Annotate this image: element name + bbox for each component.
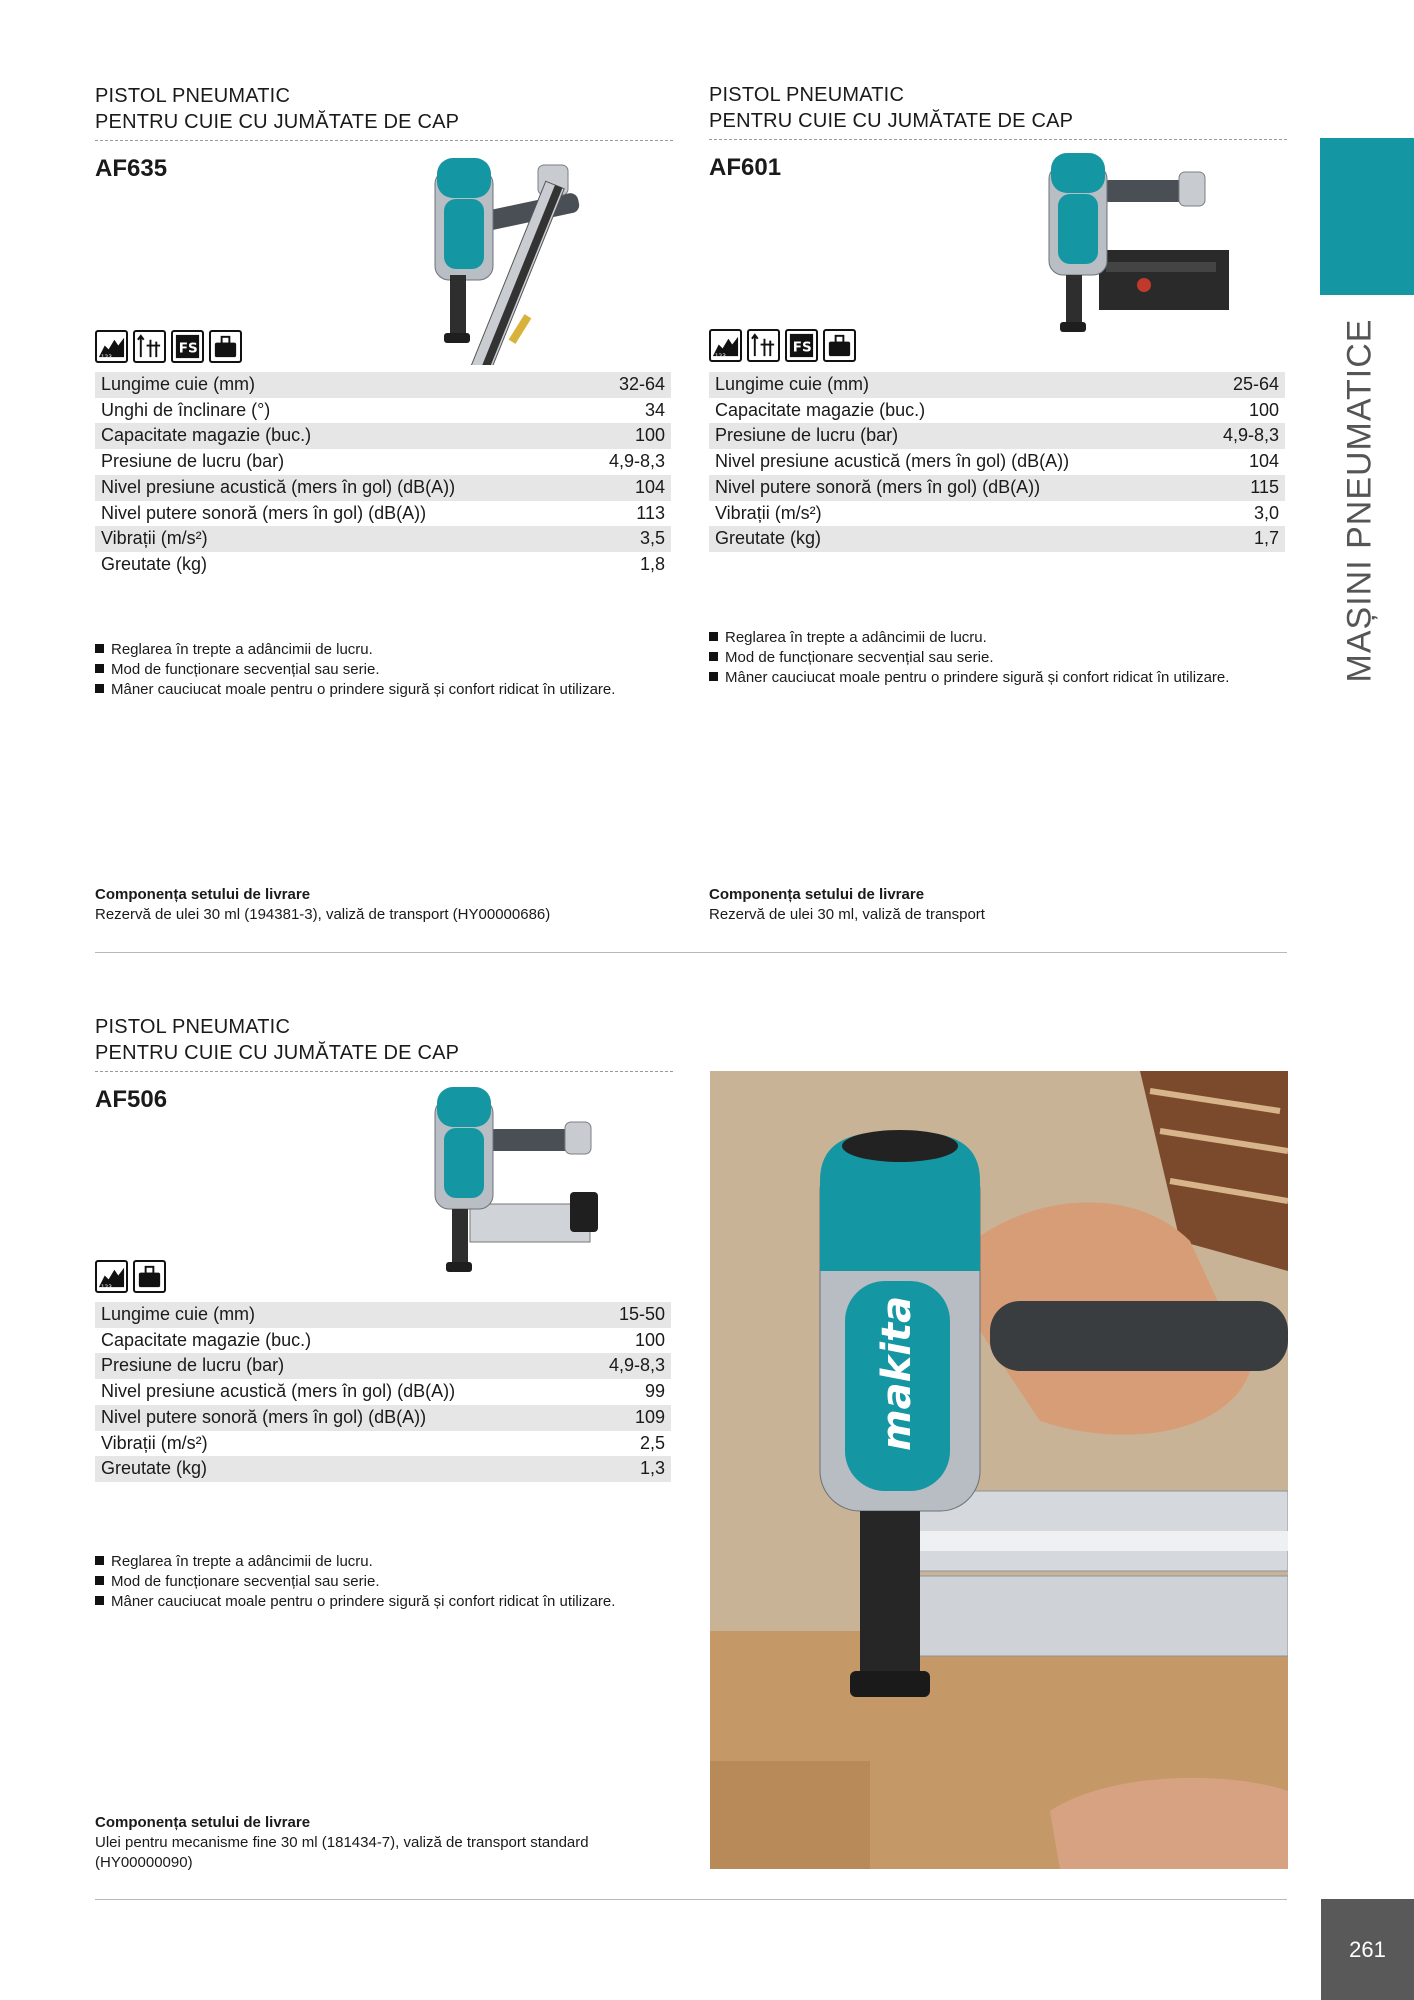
feature-item: Reglarea în trepte a adâncimii de lucru. (709, 628, 1309, 648)
spec-value: 115 (1195, 475, 1285, 501)
category-line-2: PENTRU CUIE CU JUMĂTATE DE CAP (95, 111, 460, 133)
category-line-1: PISTOL PNEUMATIC (95, 85, 291, 107)
square-bullet-icon (95, 1556, 104, 1565)
spec-row (709, 475, 1285, 501)
spec-row (95, 1431, 671, 1457)
depth-adjust-icon (95, 330, 128, 363)
spec-label: Greutate (kg) (101, 553, 208, 574)
spec-row (95, 423, 671, 449)
square-bullet-icon (709, 652, 718, 661)
kit-title: Componența setului de livrare (95, 1814, 311, 1831)
category-line-2: PENTRU CUIE CU JUMĂTATE DE CAP (95, 1042, 460, 1064)
spec-label: Vibrații (m/s²) (95, 526, 581, 552)
delivery-kit (95, 885, 675, 925)
spec-label: Presiune de lucru (bar) (709, 423, 1195, 449)
square-bullet-icon (95, 664, 104, 673)
footer-divider (95, 1899, 1287, 1900)
square-bullet-icon (95, 1596, 104, 1605)
section-title-vertical (1318, 318, 1402, 682)
category-line-1: PISTOL PNEUMATIC (95, 1016, 291, 1038)
spec-row (709, 372, 1285, 398)
kit-title: Componența setului de livrare (95, 886, 311, 903)
spec-label: Vibrații (m/s²) (715, 502, 822, 523)
spec-value: 34 (644, 399, 665, 420)
carry-case-icon (209, 330, 242, 363)
spec-label: Capacitate magazie (buc.) (95, 423, 581, 449)
dashed-divider (709, 139, 1287, 140)
fs-mode-icon (785, 329, 818, 362)
svg-text:FS: FS (792, 339, 812, 356)
spec-row (709, 449, 1285, 475)
svg-text:FS: FS (178, 340, 198, 357)
feature-item: Mâner cauciucat moale pentru o prindere sigură și confort ridicat în utilizare. (95, 1592, 695, 1612)
spec-label: Capacitate magazie (buc.) (715, 399, 926, 420)
product-af506 (95, 1014, 673, 1871)
delivery-kit (709, 885, 1289, 925)
spec-value: 2,5 (639, 1432, 665, 1453)
square-bullet-icon (95, 684, 104, 693)
square-bullet-icon (709, 672, 718, 681)
depth-adjust-icon (95, 1260, 128, 1293)
feature-icons (95, 1260, 166, 1293)
makita-logo: makita (874, 1295, 920, 1451)
spec-label: Presiune de lucru (bar) (101, 451, 285, 472)
spec-value: 1,7 (1195, 526, 1285, 552)
nailer-af635-image (420, 155, 630, 365)
section-title: MAȘINI PNEUMATICE (1340, 318, 1379, 682)
spec-row (95, 1405, 671, 1431)
kit-text: Ulei pentru mecanisme fine 30 ml (181434-7), valiză de transport standard (HY00000090) (95, 1834, 589, 1871)
spec-value: 15-50 (581, 1302, 671, 1328)
spec-value: 109 (581, 1405, 671, 1431)
spec-row (95, 1302, 671, 1328)
section-divider (95, 952, 1287, 953)
feature-item: Mod de funcționare secvențial sau serie. (95, 1572, 695, 1592)
feature-list (95, 640, 695, 700)
spec-value: 104 (581, 475, 671, 501)
dashed-divider (95, 140, 673, 141)
dashed-divider (95, 1071, 673, 1072)
specs-table (95, 372, 671, 578)
spec-value: 32-64 (581, 372, 671, 398)
nailer-af506-image (430, 1084, 640, 1294)
feature-item: Mod de funcționare secvențial sau serie. (95, 660, 695, 680)
model-name: AF601 (709, 154, 782, 181)
nailer-af601-image (1044, 150, 1254, 360)
fs-mode-icon (171, 330, 204, 363)
spec-label: Lungime cuie (mm) (95, 372, 581, 398)
spec-label: Lungime cuie (mm) (709, 372, 1195, 398)
spec-row (709, 526, 1285, 552)
category-line-2: PENTRU CUIE CU JUMĂTATE DE CAP (709, 110, 1074, 132)
model-name: AF635 (95, 155, 168, 182)
square-bullet-icon (709, 632, 718, 641)
feature-item: Reglarea în trepte a adâncimii de lucru. (95, 640, 695, 660)
spec-value: 100 (1248, 399, 1279, 420)
depth-adjust-icon (709, 329, 742, 362)
spec-label: Capacitate magazie (buc.) (101, 1329, 312, 1350)
spec-label: Nivel putere sonoră (mers în gol) (dB(A)) (709, 475, 1195, 501)
spec-value: 100 (581, 423, 671, 449)
spec-label: Lungime cuie (mm) (95, 1302, 581, 1328)
spec-row (95, 1328, 671, 1354)
kit-title: Componența setului de livrare (709, 886, 925, 903)
spec-value: 100 (634, 1329, 665, 1350)
square-bullet-icon (95, 644, 104, 653)
spec-row (95, 475, 671, 501)
spec-value: 99 (644, 1381, 665, 1402)
carry-case-icon (823, 329, 856, 362)
spec-label: Greutate (kg) (95, 1456, 581, 1482)
page-number-box (1321, 1899, 1414, 2000)
spec-label: Vibrații (m/s²) (101, 1432, 208, 1453)
spec-row (95, 1456, 671, 1482)
feature-icons (95, 330, 242, 363)
spec-value: 113 (636, 502, 665, 523)
spec-row (709, 423, 1285, 449)
spec-label: Nivel putere sonoră (mers în gol) (dB(A)) (95, 1405, 581, 1431)
spec-label: Nivel presiune acustică (mers în gol) (dB(A)) (101, 1381, 456, 1402)
feature-item: Mod de funcționare secvențial sau serie. (709, 648, 1309, 668)
spec-row (95, 398, 671, 424)
spec-label: Nivel presiune acustică (mers în gol) (dB(A)) (715, 451, 1070, 472)
specs-table (709, 372, 1285, 552)
product-af635 (95, 83, 673, 923)
spec-row (95, 526, 671, 552)
feature-item: Mâner cauciucat moale pentru o prindere sigură și confort ridicat în utilizare. (95, 680, 695, 700)
spec-row (709, 501, 1285, 527)
spec-label: Nivel putere sonoră (mers în gol) (dB(A)) (101, 502, 427, 523)
spec-value: 3,0 (1253, 502, 1279, 523)
usage-photo (710, 1071, 1288, 1869)
feature-item: Reglarea în trepte a adâncimii de lucru. (95, 1552, 695, 1572)
svg-text:123: 123 (100, 1285, 112, 1291)
spec-value: 1,3 (581, 1456, 671, 1482)
product-af601 (709, 82, 1287, 923)
spec-row (95, 501, 671, 527)
kit-text: Rezervă de ulei 30 ml, valiză de transport (709, 906, 985, 923)
section-tab (1320, 138, 1414, 295)
spec-row (95, 1353, 671, 1379)
svg-text:123: 123 (100, 355, 112, 361)
spec-label: Unghi de înclinare (°) (101, 399, 271, 420)
spec-row (95, 372, 671, 398)
spec-label: Nivel presiune acustică (mers în gol) (dB(A)) (95, 475, 581, 501)
spec-row (95, 449, 671, 475)
square-bullet-icon (95, 1576, 104, 1585)
feature-list (95, 1552, 695, 1612)
page-number: 261 (1349, 1936, 1386, 1962)
feature-item: Mâner cauciucat moale pentru o prindere sigură și confort ridicat în utilizare. (709, 668, 1309, 688)
spec-row (709, 398, 1285, 424)
spec-value: 4,9-8,3 (608, 451, 665, 472)
sequential-bump-icon (747, 329, 780, 362)
spec-value: 3,5 (581, 526, 671, 552)
spec-value: 104 (1248, 451, 1279, 472)
category-line-1: PISTOL PNEUMATIC (709, 84, 905, 106)
spec-row (95, 552, 671, 578)
spec-value: 4,9-8,3 (581, 1353, 671, 1379)
spec-label: Presiune de lucru (bar) (95, 1353, 581, 1379)
spec-value: 1,8 (639, 553, 665, 574)
spec-row (95, 1379, 671, 1405)
spec-value: 25-64 (1195, 372, 1285, 398)
sequential-bump-icon (133, 330, 166, 363)
spec-label: Greutate (kg) (709, 526, 1195, 552)
delivery-kit (95, 1813, 675, 1873)
specs-table (95, 1302, 671, 1482)
spec-value: 4,9-8,3 (1195, 423, 1285, 449)
carry-case-icon (133, 1260, 166, 1293)
svg-text:123: 123 (714, 354, 726, 360)
kit-text: Rezervă de ulei 30 ml (194381-3), valiză de transport (HY00000686) (95, 906, 551, 923)
feature-icons (709, 329, 856, 362)
model-name: AF506 (95, 1086, 168, 1113)
feature-list (709, 628, 1309, 688)
